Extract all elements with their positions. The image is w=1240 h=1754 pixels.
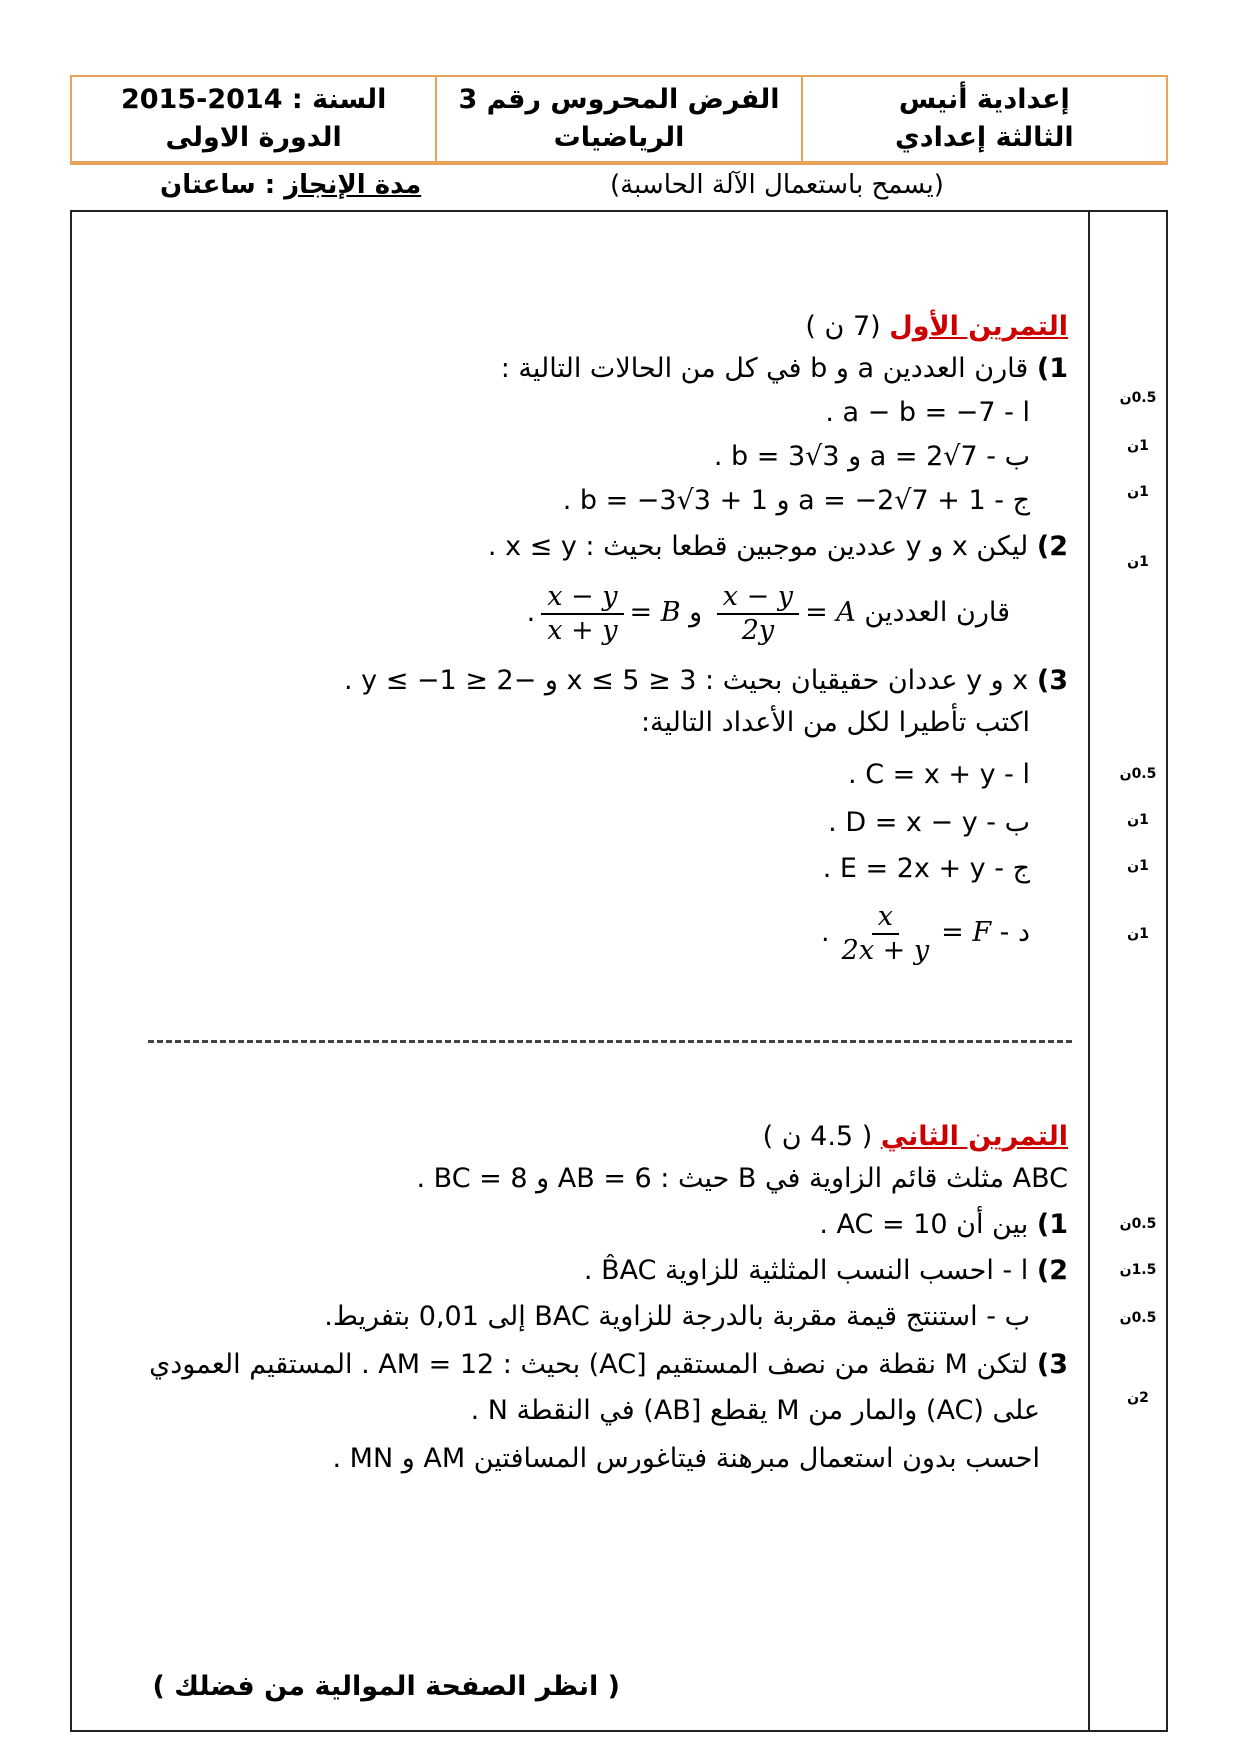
ex1-q3-text: x و y عددان حقيقيان بحيث : 3 ≤ x ≤ 5 و −2 ≤ y ≤ −1 . bbox=[343, 665, 1029, 696]
mark: 0.5ن bbox=[1119, 1216, 1157, 1232]
mark: 0.5ن bbox=[1119, 390, 1157, 406]
ex2-q3-text: لتكن M نقطة من نصف المستقيم [AC) بحيث : AM = 12 . المستقيم العمودي bbox=[149, 1349, 1029, 1380]
header-year-cell bbox=[72, 77, 435, 161]
A-num: x − y bbox=[717, 581, 799, 615]
ex1-q1a: ا - a − b = −7 . bbox=[825, 397, 1030, 428]
ex1-q3bb: ب - D = x − y . bbox=[828, 807, 1030, 838]
mark: 0.5ن bbox=[1119, 1310, 1157, 1326]
B-num: x − y bbox=[541, 581, 623, 615]
mark: 1ن bbox=[1127, 484, 1149, 500]
ex1-q3: 3) x و y عددان حقيقيان بحيث : 3 ≤ x ≤ 5 و −2 ≤ y ≤ −1 . bbox=[343, 665, 1068, 696]
ex1-q1c: ج - a = −2√7 + 1 و b = −3√3 + 1 . bbox=[562, 485, 1030, 516]
duration-value: : ساعتان bbox=[160, 170, 276, 200]
ex1-q2-text: ليكن x و y عددين موجبين قطعا بحيث : x ≤ y . bbox=[487, 531, 1029, 562]
fraction-A bbox=[717, 581, 799, 647]
ex1-q3b: اكتب تأطيرا لكل من الأعداد التالية: bbox=[640, 707, 1030, 738]
ex2-q3: 3) لتكن M نقطة من نصف المستقيم [AC) بحيث : AM = 12 . المستقيم العمودي bbox=[149, 1349, 1068, 1380]
fraction-F bbox=[836, 901, 935, 967]
session: الدورة الاولى bbox=[165, 122, 342, 153]
ex2-q1-text: بين أن AC = 10 . bbox=[819, 1209, 1029, 1240]
school-name: إعدادية أنيس bbox=[898, 84, 1070, 115]
ex1-q1b: ب - a = 2√7 و b = 3√3 . bbox=[713, 441, 1030, 472]
separator-dashes bbox=[148, 1040, 1072, 1043]
header-table bbox=[70, 75, 1168, 165]
level: الثالثة إعدادي bbox=[895, 122, 1074, 153]
A-den: 2y bbox=[741, 614, 775, 646]
year: السنة : 2014-2015 bbox=[120, 84, 387, 115]
F-num: x bbox=[872, 901, 899, 935]
F-den: 2x + y bbox=[841, 934, 930, 966]
ex2-points: ( 4.5 ن ) bbox=[762, 1121, 873, 1152]
mark: 1ن bbox=[1127, 812, 1149, 828]
ex2-q2a: 2) ا - احسب النسب المثلثية للزاوية B̂AC . bbox=[583, 1255, 1068, 1286]
ex1-q1: 1) قارن العددين a و b في كل من الحالات التالية : bbox=[500, 353, 1068, 384]
mark: 2ن bbox=[1127, 1390, 1149, 1406]
mark: 1.5ن bbox=[1119, 1262, 1157, 1278]
ex2-title: التمرين الثاني bbox=[880, 1121, 1068, 1152]
footer-note: ( انظر الصفحة الموالية من فضلك ) bbox=[152, 1671, 620, 1702]
ex1-q3d-label: د - bbox=[999, 917, 1030, 948]
B-den: x + y bbox=[547, 614, 618, 646]
ex1-q2: 2) ليكن x و y عددين موجبين قطعا بحيث : x ≤ y . bbox=[487, 531, 1068, 562]
ex1-q1-text: قارن العددين a و b في كل من الحالات التالية : bbox=[500, 353, 1029, 384]
ex2-heading bbox=[763, 1118, 1068, 1156]
duration-label: مدة الإنجاز bbox=[284, 170, 422, 200]
mark: 0.5ن bbox=[1119, 766, 1157, 782]
mark: 1ن bbox=[1127, 554, 1149, 570]
ex1-q3a: ا - C = x + y . bbox=[848, 759, 1030, 790]
ex1-points: (7 ن ) bbox=[805, 311, 881, 342]
ex1-q3c: ج - E = 2x + y . bbox=[822, 853, 1030, 884]
ex2-q3b: على (AC) والمار من M يقطع [AB) في النقطة N . bbox=[470, 1395, 1040, 1426]
calculator-note: (يسمح باستعمال الآلة الحاسبة) bbox=[610, 170, 944, 200]
header-exam-cell bbox=[435, 77, 800, 161]
fraction-B bbox=[541, 581, 623, 647]
ex1-title: التمرين الأول bbox=[889, 311, 1068, 342]
subject: الرياضيات bbox=[553, 122, 685, 153]
header-school-cell bbox=[801, 77, 1166, 161]
ex1-q3d: د - F = $\frac{x}{2x + y}$ . bbox=[821, 900, 1030, 966]
ex1-q2-compare: قارن العددين A = $\frac{x - y}{2y}$ و B = $\frac{x - y}{x + y}$ . bbox=[526, 580, 1010, 646]
ex1-q2-compare-text: قارن العددين bbox=[864, 597, 1010, 628]
duration bbox=[160, 170, 421, 200]
ex2-q2b: ب - استنتج قيمة مقربة بالدرجة للزاوية BAC إلى 0,01 بتفريط. bbox=[324, 1301, 1030, 1332]
ex2-q2a-text: ا - احسب النسب المثلثية للزاوية B̂AC . bbox=[583, 1255, 1029, 1286]
marks-column-divider bbox=[1088, 210, 1090, 1732]
mark: 1ن bbox=[1127, 926, 1149, 942]
ex2-q3c: احسب بدون استعمال مبرهنة فيتاغورس المسافتين AM و MN . bbox=[332, 1443, 1040, 1474]
ex2-q1: 1) بين أن AC = 10 . bbox=[819, 1209, 1068, 1240]
mark: 1ن bbox=[1127, 438, 1149, 454]
ex2-intro: ABC مثلث قائم الزاوية في B حيث : AB = 6 و BC = 8 . bbox=[416, 1163, 1068, 1194]
ex1-heading bbox=[805, 308, 1068, 346]
exam-title: الفرض المحروس رقم 3 bbox=[458, 84, 780, 115]
mark: 1ن bbox=[1127, 858, 1149, 874]
